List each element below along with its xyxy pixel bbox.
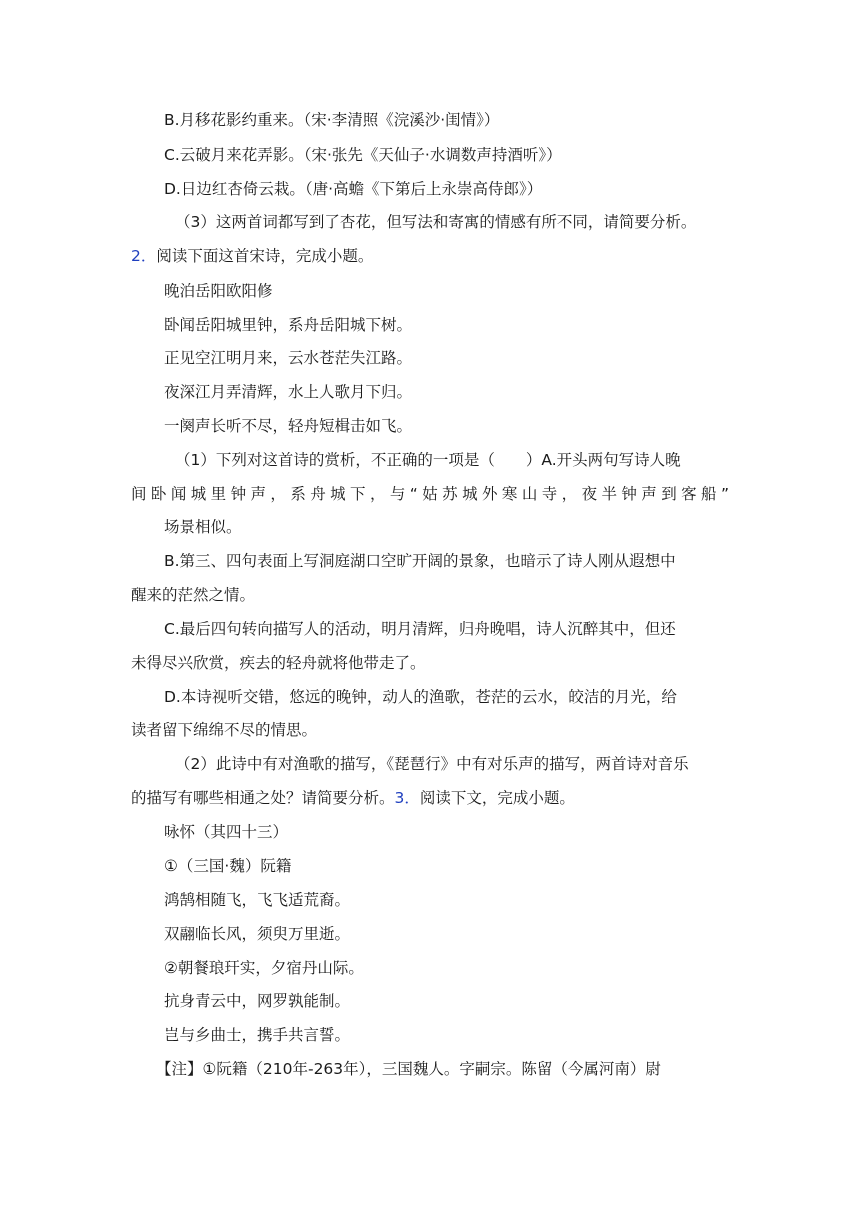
question2-option-b-line1: B.第三、四句表面上写洞庭湖口空旷开阔的景象，也暗示了诗人刚从遐想中 <box>164 552 676 570</box>
question2-part2-line2 <box>131 788 575 808</box>
question2-part1-line1: （1）下列对这首诗的赏析，不正确的一项是（ ）A.开头两句写诗人晚 <box>175 451 681 469</box>
question2-poem-line: 夜深江月弄清辉，水上人歌月下归。 <box>164 383 413 401</box>
question2-number: 2． <box>131 247 157 265</box>
question3-note-line1: 【注】①阮籍（210年-263年），三国魏人。字嗣宗。陈留（今属河南）尉 <box>156 1060 661 1078</box>
question3-author-line: ①（三国·魏）阮籍 <box>164 857 292 875</box>
question2-part2-line2-text: 的描写有哪些相通之处？请简要分析。 <box>131 789 395 807</box>
question3-poem-line: 双翮临长风，须臾万里逝。 <box>164 925 351 943</box>
question2-prompt: 阅读下面这首宋诗，完成小题。 <box>156 247 374 265</box>
question1-part3: （3）这两首词都写到了杏花，但写法和寄寓的情感有所不同，请简要分析。 <box>175 213 697 231</box>
question2-poem-title: 晚泊岳阳欧阳修 <box>164 282 273 300</box>
question3-poem-line: 岂与乡曲士，携手共言誓。 <box>164 1026 351 1044</box>
question3-poem-line: 抗身青云中，网罗孰能制。 <box>164 992 351 1010</box>
question3-prompt: 阅读下文，完成小题。 <box>419 789 575 807</box>
question2-poem-line: 卧闻岳阳城里钟，系舟岳阳城下树。 <box>164 316 413 334</box>
question1-option-d: D.日边红杏倚云栽。（唐·高蟾《下第后上永崇高侍郎》） <box>164 180 543 198</box>
question2-part1-line2: 间卧闻城里钟声，系舟城下，与“姑苏城外寒山寺，夜半钟声到客船” <box>131 485 729 503</box>
question2-option-b-line2: 醒来的茫然之情。 <box>131 586 256 604</box>
question2-poem-line: 正见空江明月来，云水苍茫失江路。 <box>164 349 413 367</box>
question2-option-d-line1: D.本诗视听交错，悠远的晚钟，动人的渔歌，苍茫的云水，皎洁的月光，给 <box>164 688 677 706</box>
question2-heading <box>131 246 373 266</box>
question2-part2-line1: （2）此诗中有对渔歌的描写，《琵琶行》中有对乐声的描写，两首诗对音乐 <box>175 755 689 773</box>
question3-poem-line: ②朝餐琅玕实，夕宿丹山际。 <box>164 959 364 977</box>
question2-option-c-line1: C.最后四句转向描写人的活动，明月清辉，归舟晚唱，诗人沉醉其中，但还 <box>164 620 676 638</box>
question3-number: 3． <box>394 789 420 807</box>
question2-option-d-line2: 读者留下绵绵不尽的情思。 <box>131 721 318 739</box>
question3-poem-line: 鸿鹄相随飞，飞飞适荒裔。 <box>164 891 351 909</box>
question2-part1-line3: 场景相似。 <box>164 518 242 536</box>
question1-option-b: B.月移花影约重来。（宋·李清照《浣溪沙·闺情》） <box>164 111 500 129</box>
question2-option-c-line2: 未得尽兴欣赏，疾去的轻舟就将他带走了。 <box>131 654 426 672</box>
question1-option-c: C.云破月来花弄影。（宋·张先《天仙子·水调数声持酒听》） <box>164 146 562 164</box>
question3-poem-title: 咏怀（其四十三） <box>164 823 289 841</box>
question2-poem-line: 一阕声长听不尽，轻舟短楫击如飞。 <box>164 417 413 435</box>
